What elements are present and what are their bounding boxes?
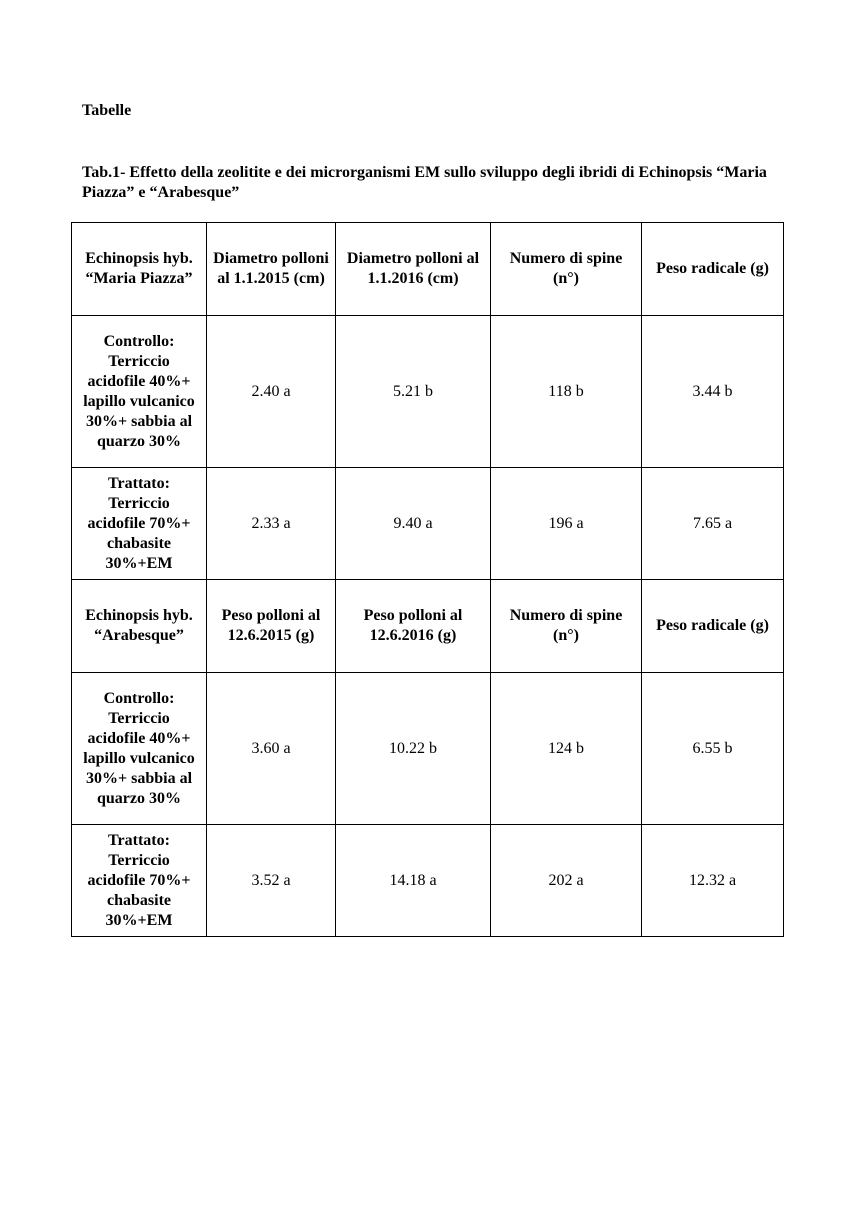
header-cell: Numero di spine (n°): [491, 580, 642, 673]
table-row: [72, 673, 784, 825]
header-cell: Numero di spine (n°): [491, 223, 642, 316]
header-cell: Diametro polloni al 1.1.2015 (cm): [207, 223, 336, 316]
header-cell: Peso radicale (g): [642, 580, 784, 673]
value-cell: 10.22 b: [336, 673, 491, 825]
row-label: Controllo: Terriccio acidofile 40%+ lapillo vulcanico 30%+ sabbia al quarzo 30%: [72, 316, 207, 468]
header-cell: Echinopsis hyb. “Maria Piazza”: [72, 223, 207, 316]
value-cell: 6.55 b: [642, 673, 784, 825]
value-cell: 3.52 a: [207, 825, 336, 937]
value-cell: 14.18 a: [336, 825, 491, 937]
page-heading: Tabelle: [82, 102, 132, 119]
header-cell: Peso radicale (g): [642, 223, 784, 316]
value-cell: 118 b: [491, 316, 642, 468]
value-cell: 12.32 a: [642, 825, 784, 937]
results-table: [71, 222, 784, 937]
value-cell: 2.40 a: [207, 316, 336, 468]
table-header-row: [72, 223, 784, 316]
row-label: Trattato: Terriccio acidofile 70%+ chabasite 30%+EM: [72, 825, 207, 937]
value-cell: 3.60 a: [207, 673, 336, 825]
table-row: [72, 316, 784, 468]
row-label: Controllo: Terriccio acidofile 40%+ lapillo vulcanico 30%+ sabbia al quarzo 30%: [72, 673, 207, 825]
value-cell: 196 a: [491, 468, 642, 580]
row-label: Trattato: Terriccio acidofile 70%+ chabasite 30%+EM: [72, 468, 207, 580]
table-caption: Tab.1- Effetto della zeolitite e dei microrganismi EM sullo sviluppo degli ibridi di Echinopsis “Maria Piazza” e “Arabesque”: [82, 164, 767, 201]
header-cell: Echinopsis hyb. “Arabesque”: [72, 580, 207, 673]
value-cell: 9.40 a: [336, 468, 491, 580]
value-cell: 3.44 b: [642, 316, 784, 468]
header-cell: Diametro polloni al 1.1.2016 (cm): [336, 223, 491, 316]
value-cell: 124 b: [491, 673, 642, 825]
header-cell: Peso polloni al 12.6.2015 (g): [207, 580, 336, 673]
value-cell: 2.33 a: [207, 468, 336, 580]
value-cell: 202 a: [491, 825, 642, 937]
value-cell: 5.21 b: [336, 316, 491, 468]
header-cell: Peso polloni al 12.6.2016 (g): [336, 580, 491, 673]
table-row: [72, 825, 784, 937]
value-cell: 7.65 a: [642, 468, 784, 580]
table-row: [72, 468, 784, 580]
table-header-row: [72, 580, 784, 673]
